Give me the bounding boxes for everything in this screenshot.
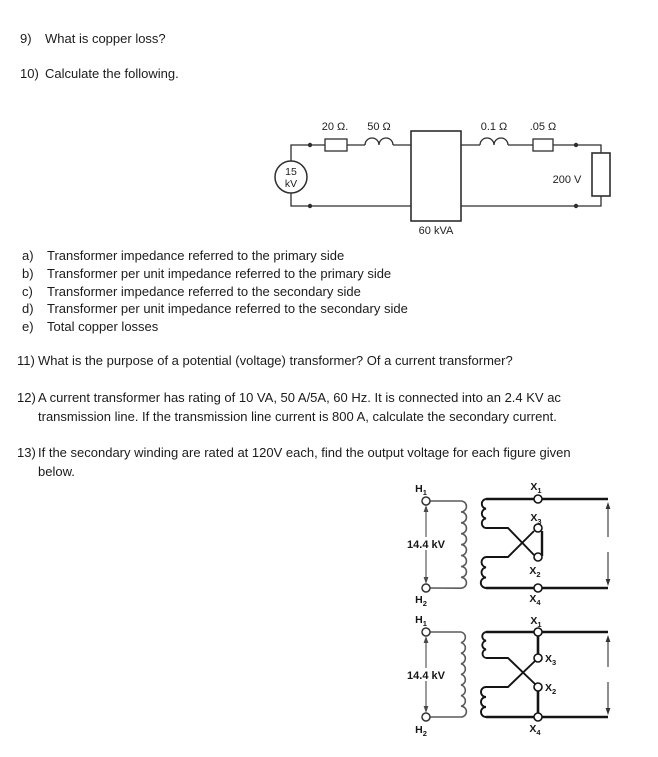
subpart-b <box>22 266 391 282</box>
resistor-r2 <box>533 139 553 151</box>
junction-dot <box>574 143 578 147</box>
inductor-l2 <box>480 138 508 145</box>
l2-label: 0.1 Ω <box>480 121 508 133</box>
subpart-c-number: c) <box>22 284 33 299</box>
question-13-number: 13) <box>17 445 36 460</box>
question-11 <box>17 353 513 369</box>
question-10 <box>20 66 179 82</box>
arrow-down-icon <box>606 579 611 586</box>
h1-label: $H_1$ <box>415 614 427 628</box>
figure-2-parallel-connection <box>395 610 620 742</box>
terminal-x2 <box>534 553 542 561</box>
terminal-x4 <box>534 584 542 592</box>
source-unit-label: kV <box>284 178 298 190</box>
x2-label: $X_2$ <box>529 565 541 579</box>
resistor-r1 <box>325 139 347 151</box>
arrow-up-icon <box>606 635 611 642</box>
inductor-l1 <box>365 138 393 145</box>
question-10-number: 10) <box>20 66 39 81</box>
x2-label: $X_2$ <box>545 682 557 696</box>
subpart-e <box>22 319 158 335</box>
question-12-line2 <box>38 409 557 425</box>
x3-label: $X_3$ <box>545 653 557 667</box>
terminal-x4 <box>534 713 542 721</box>
x4-label: $X_4$ <box>529 723 541 737</box>
question-12-number: 12) <box>17 390 36 405</box>
arrow-up-icon <box>424 636 429 643</box>
question-11-number: 11) <box>17 353 35 368</box>
question-13-text1: If the secondary winding are rated at 120V each, find the output voltage for each figure given <box>38 445 571 460</box>
primary-voltage-label: 14.4 kV <box>407 670 445 682</box>
question-9-number: 9) <box>20 31 32 46</box>
arrow-up-icon <box>424 505 429 512</box>
subpart-c-text: Transformer impedance referred to the secondary side <box>47 284 361 299</box>
question-9-text: What is copper loss? <box>45 31 166 46</box>
subpart-b-number: b) <box>22 266 34 281</box>
terminal-x3 <box>534 654 542 662</box>
junction-dot <box>308 204 312 208</box>
subpart-a-number: a) <box>22 248 34 263</box>
arrow-down-icon <box>606 708 611 715</box>
circuit-diagram <box>270 108 620 240</box>
subpart-e-number: e) <box>22 319 34 334</box>
cross-wire-to-x2 <box>486 528 534 555</box>
terminal-h2 <box>422 713 430 721</box>
secondary-winding-upper <box>482 499 486 528</box>
transformer-box <box>411 131 461 221</box>
load-voltage-label: 200 V <box>552 174 582 186</box>
arrow-down-icon <box>424 706 429 713</box>
question-12-text1: A current transformer has rating of 10 VA, 50 A/5A, 60 Hz. It is connected into an 2.4 KV ac <box>38 390 561 405</box>
question-12-line1 <box>17 390 561 406</box>
cross-wire-to-x3 <box>486 531 534 557</box>
cross-wire-to-x3 <box>486 661 535 687</box>
x4-label: $X_4$ <box>529 593 541 607</box>
r2-label: .05 Ω <box>529 121 557 133</box>
h2-label: $H_2$ <box>415 724 427 738</box>
subpart-a <box>22 248 344 264</box>
transformer-rating-label: 60 kVA <box>418 225 454 237</box>
junction-dot <box>574 204 578 208</box>
subpart-e-text: Total copper losses <box>47 319 159 334</box>
question-11-text: What is the purpose of a potential (voltage) transformer? Of a current transformer? <box>38 353 513 368</box>
question-13-line2 <box>38 464 75 480</box>
r1-label: 20 Ω. <box>321 121 349 133</box>
load-resistor <box>592 153 610 196</box>
subpart-d-number: d) <box>22 301 34 316</box>
terminal-h1 <box>422 628 430 636</box>
cross-wire-to-x2 <box>486 658 535 684</box>
terminal-h1 <box>422 497 430 505</box>
question-9 <box>20 31 166 47</box>
question-13-text2: below. <box>38 464 75 479</box>
subpart-a-text: Transformer impedance referred to the primary side <box>47 248 345 263</box>
secondary-winding-upper <box>482 632 486 658</box>
terminal-h2 <box>422 584 430 592</box>
junction-dot <box>308 143 312 147</box>
terminal-x2 <box>534 683 542 691</box>
x1-label: $X_1$ <box>530 615 542 629</box>
l1-label: 50 Ω <box>367 121 391 133</box>
secondary-winding-lower <box>481 557 486 588</box>
terminal-x1 <box>534 628 542 636</box>
subpart-d-text: Transformer per unit impedance referred to the secondary side <box>47 301 408 316</box>
h1-label: $H_1$ <box>415 483 427 497</box>
question-10-text: Calculate the following. <box>45 66 179 81</box>
source-value-label: 15 <box>285 166 297 178</box>
terminal-x1 <box>534 495 542 503</box>
wire <box>291 145 325 161</box>
subpart-c <box>22 284 361 300</box>
question-13-line1 <box>17 445 571 461</box>
x1-label: $X_1$ <box>530 481 542 495</box>
figure-1-series-connection <box>395 478 620 608</box>
wire <box>461 196 601 206</box>
secondary-winding-lower <box>481 687 486 717</box>
primary-voltage-label: 14.4 kV <box>407 539 445 551</box>
arrow-up-icon <box>606 502 611 509</box>
subpart-d <box>22 301 408 317</box>
arrow-down-icon <box>424 577 429 584</box>
subpart-b-text: Transformer per unit impedance referred to the primary side <box>47 266 392 281</box>
h2-label: $H_2$ <box>415 594 427 608</box>
x3-label: $X_3$ <box>530 512 542 526</box>
question-12-text2: transmission line. If the transmission line current is 800 A, calculate the secondary current. <box>38 409 557 424</box>
